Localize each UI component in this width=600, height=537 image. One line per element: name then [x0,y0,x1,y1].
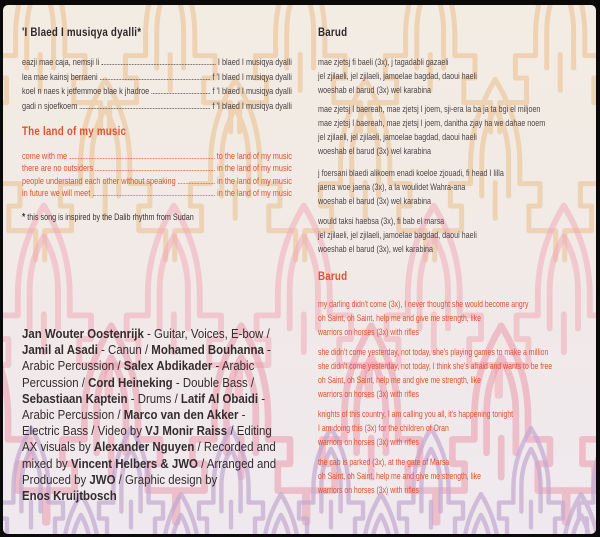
footnote [22,211,294,223]
dot-leader [100,79,210,80]
credit-role: / Arranged and [197,455,277,471]
lyric-line: mae zjetsj I baereah, mae zjetsj I joem, danitha zjay ha we dahae noem [318,118,546,129]
lyric-line: I am doing this (3x) for the children of Oran [318,422,449,433]
lyric-line: jaena woe jaena (3x), a la woulidet Wahra-ana [318,182,466,193]
dot-leader [152,93,211,94]
lyric-line: woeshab el barud (3x), wel karabina [318,244,434,255]
barud-translation-verse-3 [318,408,578,450]
lyric-left-text: there are no outsiders [22,162,94,174]
footnote-asterisk: * [22,211,26,223]
credit-line [22,407,305,423]
lyric-line: my darling didn't come (3x), I never thought she would become angry [318,299,529,309]
credit-name: Mohamed Bouhanna [151,342,264,358]
barud-verse-2 [318,102,589,158]
lyric-line: warriors on horses (3x) with rifles [318,436,419,447]
lyric-left-text: gadi n sjoefkoem [22,99,78,111]
credit-role: Arabic Percussion / [22,358,124,374]
credit-role: - Canun / [97,342,152,358]
lyric-line [22,150,292,162]
lyric-right-text: f 'I blaed I musiqya dyalli [212,70,292,82]
credit-line [22,456,305,472]
lyric-line: would taksi haebsa (3x), fi bab el marsa [318,216,445,226]
dot-leader [178,183,215,184]
barud-translation-verse-4 [318,456,578,498]
lyric-left-text: koel n naes k jetfemmoe blae k jhadroe [22,85,150,97]
lyric-left-text: people understand each other without speaking [22,174,176,186]
lyric-line [22,70,292,85]
lyric-line: woeshab el barud (3x) wel karabina [318,196,432,207]
lyric-line [22,175,292,187]
credit-name: Marco van den Akker [123,407,239,423]
credit-role: Electric Bass / Video by [22,423,146,439]
credit-line [22,358,305,374]
credit-role: / Recorded and [194,439,276,455]
credit-name: VJ Monir Raiss [145,423,228,439]
lyric-line: warriors on horses (3x) with rifles [318,326,419,337]
barud-translation-verse-2 [318,346,578,402]
credit-role: - [263,342,271,358]
credit-name: Cord Heineking [88,374,173,390]
credit-line [22,391,305,407]
credit-role: / Graphic design by [115,471,218,487]
lyric-line: she didn't come yesterday, not today, I think she's afraid and wants to be free [318,360,553,371]
lyric-line [22,55,292,70]
lyric-line: oh Saint, oh Saint, help me and give me strength, like [318,312,481,323]
barud-verse-1 [318,55,589,97]
credit-line [22,439,305,455]
lyric-line: warriors on horses (3x) with rifles [318,484,419,495]
credit-role: - Arabic [212,358,255,374]
credit-role: / Editing [227,423,272,439]
dot-leader [69,158,214,159]
song-title-left: 'I Blaed I musiqya dyalli* [22,27,142,39]
credit-name: Vincent Helbers & JWO [70,455,198,471]
spread-content [3,5,596,534]
barud-verse-3 [318,166,589,208]
lyric-line: jel zjilaeli, jel zjilaeli, jamoelae bagdad, daoui haeli [318,132,477,143]
lyric-line [22,84,292,99]
lyric-right-text: in the land of my music [217,174,292,186]
credit-name: Salex Abdikader [123,358,213,374]
lyric-line: knights of this country, I am calling you all, it's happening tonight [318,409,514,419]
lyric-line: j foersani blaedi alikoem enadi koeloe zjouadi, fi head I lilla [318,168,504,178]
lyric-line [22,187,292,199]
credit-name: Jan Wouter Oostenrijk [22,326,144,341]
song-title-right: Barud [318,27,348,39]
red-section-heading-right: Barud [318,271,348,283]
credit-line [22,472,305,488]
lyric-line: warriors on horses (3x) with rifles [318,388,419,399]
booklet-spread [3,5,596,534]
lyric-right-text: I blaed I musiqya dyalli [217,56,292,67]
lyric-right-text: to the land of my music [216,150,292,161]
lyric-left-text: eazji mae caja, nemsji li [22,56,100,67]
credits-block [22,326,305,504]
credit-role: Arabic Percussion / [22,407,124,423]
lyric-line: mae zjetsj I baereah, mae zjetsj I joem, sji-era la ba ja ta bgi el miljoen [318,104,541,114]
credit-line [22,423,305,439]
lyric-line [22,162,292,174]
credit-name: Sebastiaan Kaptein [22,390,128,406]
lyric-left-text: lea mae kainsj berraeni [22,70,98,82]
lyric-line: mae zjetsj fi baeli (3x), j tagadabli gazaeli [318,57,449,67]
credit-role: - Drums / [127,390,181,406]
lyric-line: oh Saint, oh Saint, help me and give me strength, like [318,374,481,385]
lyric-line: woeshab el barud (3x) wel karabina [318,146,432,157]
lyric-right-text: f 'I blaed I musiqya dyalli [212,99,292,111]
credit-role: AX visuals by [22,439,94,455]
credit-role: Produced by [22,471,90,487]
lyric-line: the cab is parked (3x), at the gate of Marsa [318,457,450,467]
lyrics-verse-1 [22,55,292,113]
credit-name: Latif Al Obaidi [180,390,259,406]
credit-line [22,342,305,358]
dot-leader [80,108,210,109]
credit-role: - Double Bass / [172,374,255,390]
lyric-left-text: in future we will meet [22,186,91,198]
credit-role: - [258,390,266,406]
credit-line [22,326,305,342]
footnote-text: this song is inspired by the Dalib rhythm from Sudan [25,212,194,222]
lyric-left-text: come with me [22,150,68,161]
credit-name: Jamil al Asadi [22,342,98,358]
lyric-right-text: in the land of my music [217,162,292,174]
credit-role: - Guitar, Voices, E-bow / [143,326,270,341]
credit-role: mixed by [22,455,71,471]
credit-line [22,375,305,391]
lyrics-verse-2 [22,150,292,199]
dot-leader [93,195,215,196]
dot-leader [95,170,214,171]
red-section-heading-left: The land of my music [22,126,127,138]
lyric-line: oh Saint, oh Saint, help me and give me strength, like [318,470,481,481]
lyric-line: jel zjilaeli, jel zjilaeli, jamoelae bagdad, daoui haeli [318,71,477,82]
barud-verse-4 [318,214,589,256]
lyric-line: woeshab el barud (3x) wel karabina [318,85,432,96]
credit-role: - [238,407,246,423]
credit-name: Enos Kruijtbosch [22,488,117,504]
credit-line [22,488,305,504]
credit-name: JWO [89,471,116,487]
credit-name: Alexander Nguyen [93,439,195,455]
dot-leader [102,64,216,65]
lyric-line: jel zjilaeli, jel zjilaeli, jamoelae bagdad, daoui haeli [318,230,477,241]
lyric-right-text: f 'I blaed I musiqya dyalli [212,85,292,97]
credit-role: Percussion / [22,374,89,390]
lyric-right-text: in the land of my music [217,186,292,198]
lyric-line: she didn't come yesterday, not today, she's playing games to make a million [318,347,549,357]
barud-translation-verse-1 [318,298,578,340]
lyric-line [22,99,292,114]
